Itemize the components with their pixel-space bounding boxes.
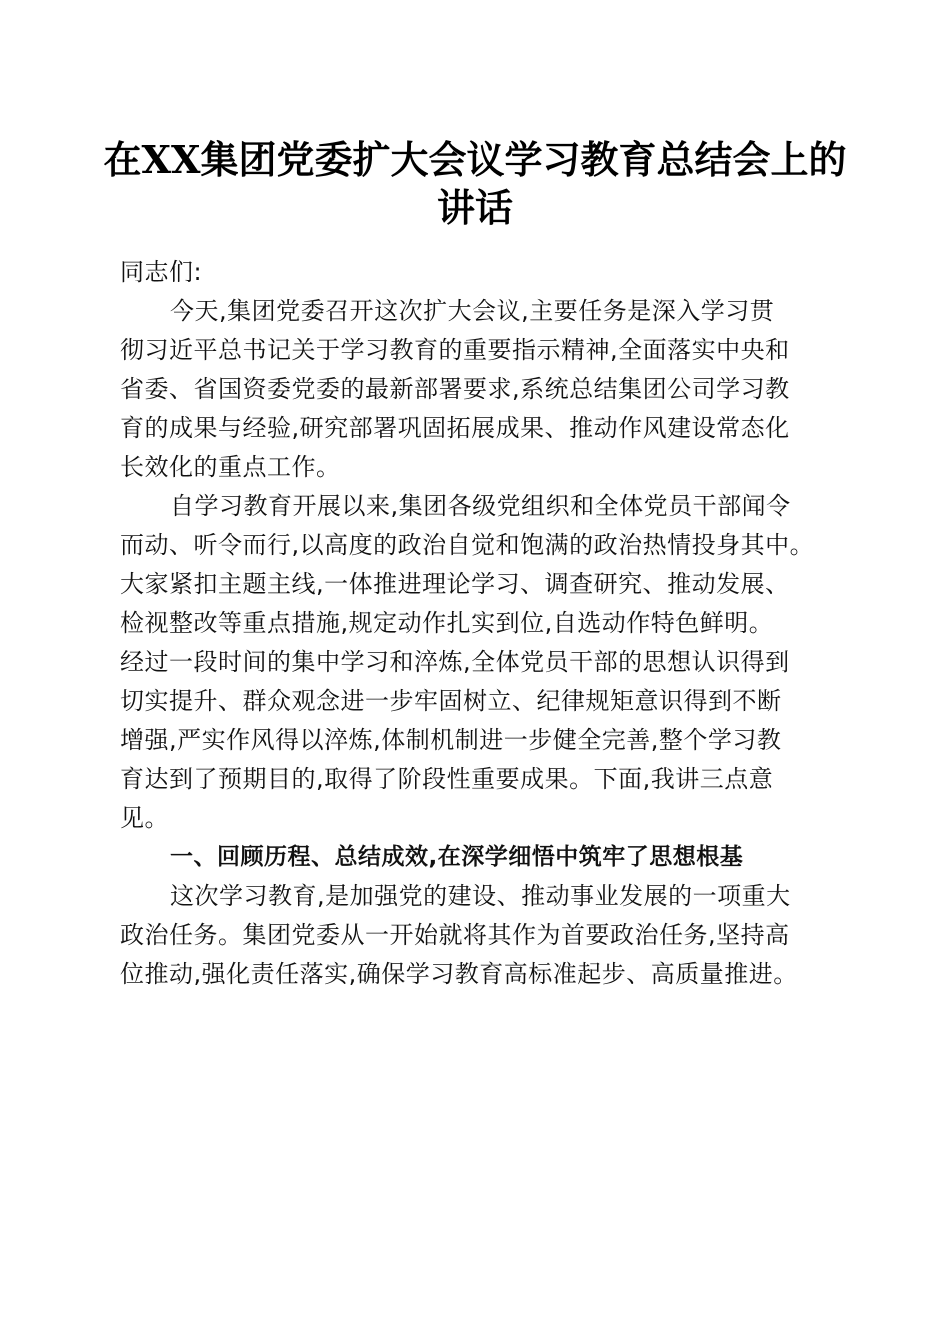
text-line: 自学习教育开展以来,集团各级党组织和全体党员干部闻令 bbox=[170, 492, 791, 520]
text-line: 而动、听令而行,以高度的政治自觉和饱满的政治热情投身其中。 bbox=[120, 531, 815, 559]
text-line: 彻习近平总书记关于学习教育的重要指示精神,全面落实中央和 bbox=[120, 336, 790, 364]
document-body bbox=[120, 253, 830, 994]
document-title bbox=[100, 136, 850, 232]
text-line: 育达到了预期目的,取得了阶段性重要成果。下面,我讲三点意 bbox=[120, 765, 774, 793]
text-line: 见。 bbox=[120, 804, 169, 832]
paragraph-2 bbox=[120, 487, 830, 838]
text-line: 省委、省国资委党委的最新部署要求,系统总结集团公司学习教 bbox=[120, 375, 790, 403]
title-line: 在XX集团党委扩大会议学习教育总结会上的 bbox=[103, 137, 847, 182]
paragraph-3 bbox=[120, 877, 830, 994]
heading-text: 一、回顾历程、总结成效,在深学细悟中筑牢了思想根基 bbox=[170, 844, 744, 870]
text-line: 育的成果与经验,研究部署巩固拓展成果、推动作风建设常态化 bbox=[120, 414, 790, 442]
text-line: 位推动,强化责任落实,确保学习教育高标准起步、高质量推进。 bbox=[120, 960, 798, 988]
text-line: 大家紧扣主题主线,一体推进理论学习、调查研究、推动发展、 bbox=[120, 570, 790, 598]
paragraph-1 bbox=[120, 292, 830, 487]
text-line: 今天,集团党委召开这次扩大会议,主要任务是深入学习贯 bbox=[170, 297, 775, 325]
section-heading-1 bbox=[120, 838, 830, 877]
text-line: 检视整改等重点措施,规定动作扎实到位,自选动作特色鲜明。 bbox=[120, 609, 774, 637]
text-line: 这次学习教育,是加强党的建设、推动事业发展的一项重大 bbox=[170, 882, 791, 910]
text-line: 政治任务。集团党委从一开始就将其作为首要政治任务,坚持高 bbox=[120, 921, 790, 949]
greeting: 同志们: bbox=[120, 258, 203, 286]
title-line: 讲话 bbox=[436, 185, 513, 230]
text-line: 经过一段时间的集中学习和淬炼,全体党员干部的思想认识得到 bbox=[120, 648, 790, 676]
text-line: 切实提升、群众观念进一步牢固树立、纪律规矩意识得到不断 bbox=[120, 687, 782, 715]
text-line: 增强,严实作风得以淬炼,体制机制进一步健全完善,整个学习教 bbox=[120, 726, 782, 754]
text-line: 长效化的重点工作。 bbox=[120, 453, 341, 481]
